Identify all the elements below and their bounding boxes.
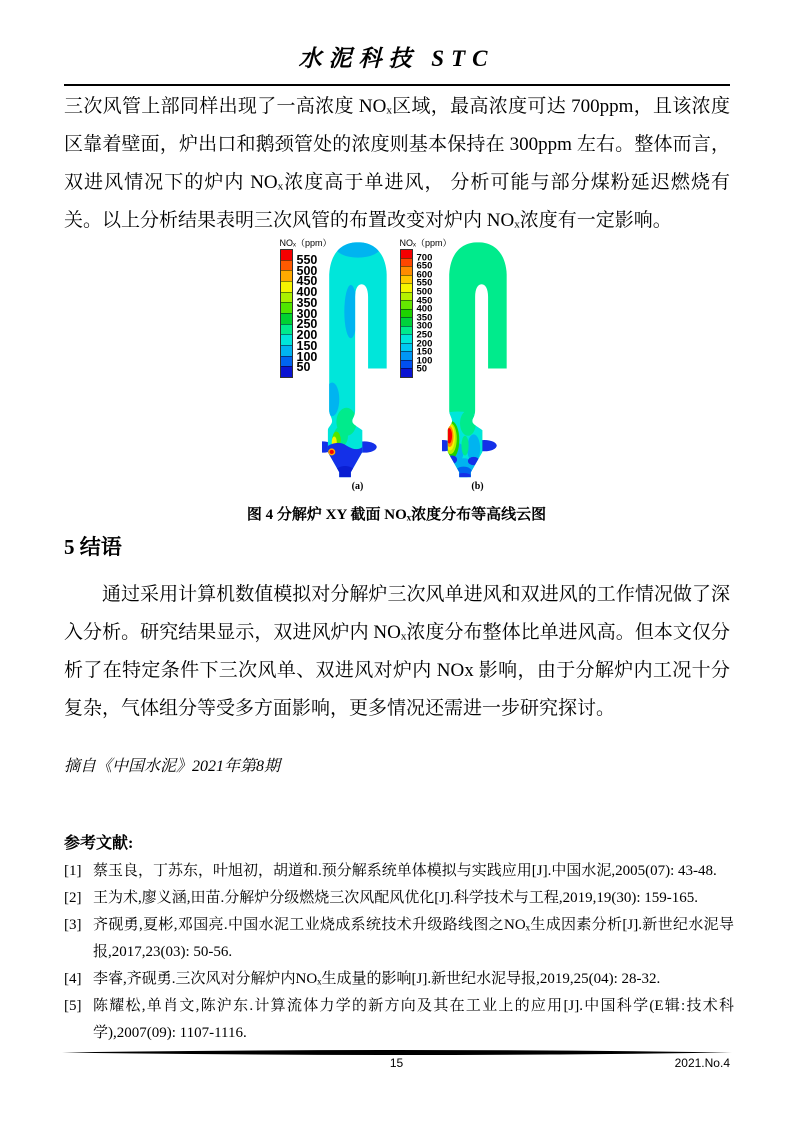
legend-a-title: NOₓ（ppm） xyxy=(279,238,332,248)
figure-4 xyxy=(0,236,793,492)
colorbar-b-icon xyxy=(400,249,413,378)
footer-rule xyxy=(62,1049,732,1056)
paragraph-1: 三次风管上部同样出现了一高浓度 NOₓ区域，最高浓度可达 700ppm，且该浓度区靠着壁面，炉出口和鹅颈管处的浓度则基本保持在 300ppm 左右。整体而言，双进风情况下的炉内 NOₓ浓度高于单进风， 分析可能与部分煤粉延迟燃烧有关。以上分析结果表明三次风管的布置改变对炉内 NOₓ浓度有一定影响。 xyxy=(64,96,730,231)
contour-plot-a xyxy=(280,236,394,492)
reference-marker: [4] xyxy=(64,971,82,987)
reference-item xyxy=(64,858,734,885)
reference-marker: [5] xyxy=(64,998,82,1014)
sublabel-b: (b) xyxy=(471,481,484,492)
colorbar-b-labels: 700 650 600 550 500 450 400 350 300 250 200 150 100 50 xyxy=(416,252,433,375)
furnace-b xyxy=(442,238,514,492)
references-heading: 参考文献: xyxy=(64,835,134,852)
reference-marker: [3] xyxy=(64,917,82,933)
header-rule xyxy=(64,84,730,86)
reference-text: 王为术,廖义涵,田苗.分解炉分级燃烧三次风配风优化[J].科学技术与工程,2019,19(30): 159-165. xyxy=(93,890,698,906)
reference-item xyxy=(64,912,734,966)
figure-caption: 图 4 分解炉 XY 截面 NOₓ浓度分布等高线云图 xyxy=(246,507,547,523)
section-heading: 5 结语 xyxy=(64,535,122,559)
furnace-b-contour-graphic xyxy=(442,238,514,480)
page-title: 水泥科技 STC xyxy=(298,46,495,71)
legend-a xyxy=(279,236,332,378)
reference-item xyxy=(64,993,734,1047)
legend-b-title: NOₓ（ppm） xyxy=(399,238,452,248)
reference-item xyxy=(64,966,734,993)
furnace-a xyxy=(322,238,394,492)
furnace-a-contour-graphic xyxy=(322,238,394,480)
reference-marker: [2] xyxy=(64,890,82,906)
contour-plot-b xyxy=(400,236,514,492)
page-number: 15 xyxy=(389,1056,404,1070)
colorbar-a-icon xyxy=(280,249,293,378)
paragraph-2: 通过采用计算机数值模拟对分解炉三次风单进风和双进风的工作情况做了深入分析。研究结果显示，双进风炉内 NOₓ浓度分布整体比单进风高。但本文仅分析了在特定条件下三次风单、双进风对炉内 NOx 影响，由于分解炉内工况十分复杂，气体组分等受多方面影响，更多情况还需进一步研究探讨。 xyxy=(64,584,730,719)
legend-b xyxy=(399,236,452,378)
colorbar-a-labels: 550 500 450 400 350 300 250 200 150 100 50 xyxy=(296,252,318,375)
issue-label: 2021.No.4 xyxy=(674,1056,730,1070)
reference-marker: [1] xyxy=(64,863,82,879)
reference-item xyxy=(64,885,734,912)
reference-text: 李睿,齐砚勇.三次风对分解炉内NOₓ生成量的影响[J].新世纪水泥导报,2019,25(04): 28-32. xyxy=(93,971,661,987)
references-list xyxy=(64,858,734,1047)
reference-text: 齐砚勇,夏彬,邓国亮.中国水泥工业烧成系统技术升级路线图之NOₓ生成因素分析[J].新世纪水泥导报,2017,23(03): 50-56. xyxy=(93,917,734,960)
sublabel-a: (a) xyxy=(351,481,364,492)
reference-text: 陈耀松,单肖文,陈沪东.计算流体力学的新方向及其在工业上的应用[J].中国科学(E辑:技术科学),2007(09): 1107-1116. xyxy=(93,998,734,1041)
reference-text: 蔡玉良，丁苏东，叶旭初，胡道和.预分解系统单体模拟与实践应用[J].中国水泥,2005(07): 43-48. xyxy=(93,863,717,879)
source-note: 摘自《中国水泥》2021年第8期 xyxy=(64,758,281,775)
